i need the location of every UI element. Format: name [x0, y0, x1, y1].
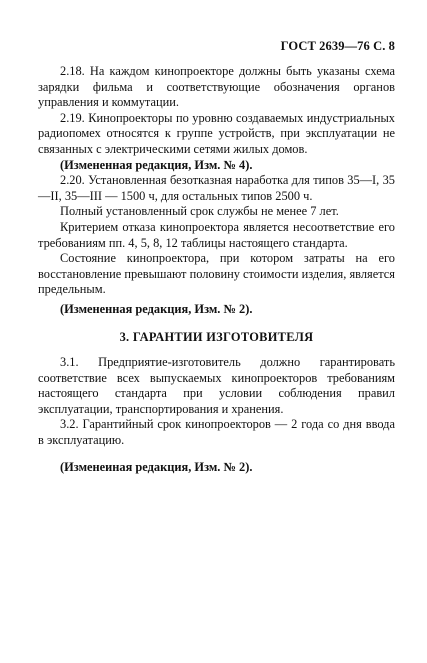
- paragraph-3-1: 3.1. Предприятие-изготовитель должно гарантировать соответствие всех выпускаемых кинопроекторов требованиям настоящего стандарта при условии соблюдения правил эксплуатации, транспортирования и хранения.: [38, 355, 395, 416]
- paragraph-2-18: 2.18. На каждом кинопроекторе должны быть указаны схема зарядки фильма и соответствующие обозначения органов управления и коммутации.: [38, 64, 395, 110]
- section-3-title: 3. ГАРАНТИИ ИЗГОТОВИТЕЛЯ: [119, 329, 314, 344]
- amendment-note-3: (Изменеиная редакция, Изм. № 2).: [60, 459, 253, 474]
- paragraph-2-20: 2.20. Установленная безотказная наработка для типов 35—I, 35—II, 35—III — 1500 ч, для остальных типов 2500 ч.: [38, 173, 395, 203]
- amendment-note-1: (Измененная редакция, Изм. № 4).: [60, 157, 253, 172]
- paragraph-failure-criterion: Критерием отказа кинопроектора является несоответствие его требованиям пп. 4, 5, 8, 12 таблицы настоящего стандарта.: [38, 219, 395, 250]
- page-header-doc-ref: ГОСТ 2639—76 С. 8: [280, 39, 395, 53]
- paragraph-limit-state: Состояние кинопроектора, при котором затраты на его восстановление превышают половину стоимости изделия, является предельным.: [38, 251, 395, 297]
- document-body: [38, 64, 395, 475]
- paragraph-2-19: 2.19. Кинопроекторы по уровню создаваемых индустриальных радиопомех относятся к группе устройств, при эксплуатации не связанных с электрическими сетями жилых домов.: [38, 110, 395, 156]
- paragraph-3-2: 3.2. Гарантийный срок кинопроекторов — 2 года со дня ввода в эксплуатацию.: [38, 417, 395, 448]
- amendment-note-2: (Измененная редакция, Изм. № 2).: [60, 301, 253, 316]
- paragraph-service-life: Полный установленный срок службы не менее 7 лет.: [60, 204, 339, 219]
